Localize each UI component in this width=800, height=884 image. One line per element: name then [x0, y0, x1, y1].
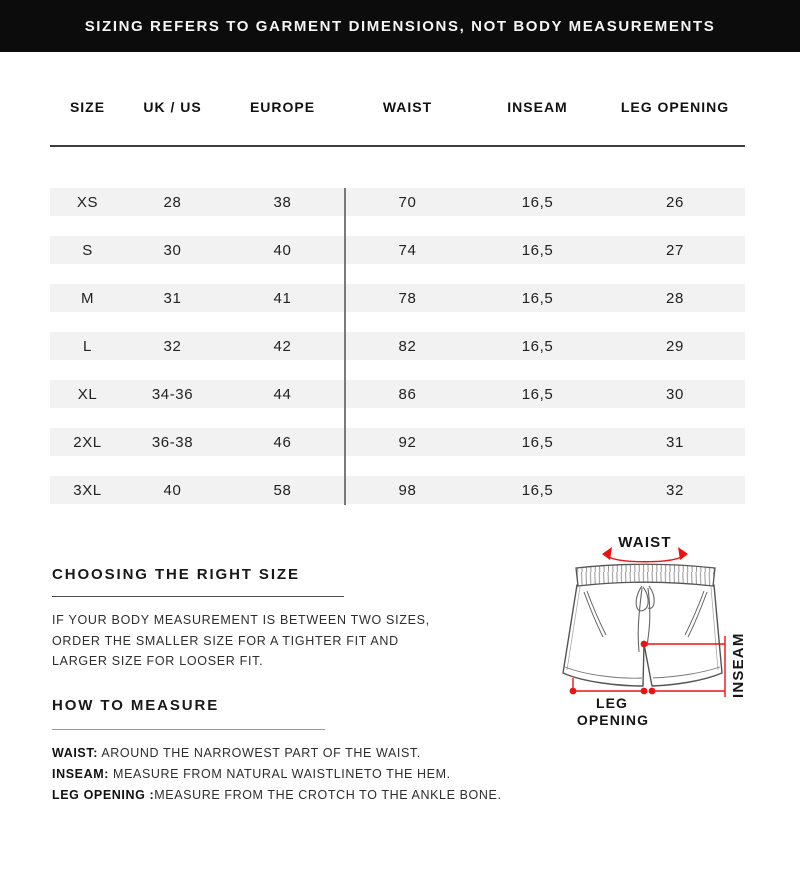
col-header-size: SIZE — [69, 99, 106, 115]
table-cell: 16,5 — [521, 433, 554, 451]
paragraph-line: LARGER SIZE FOR LOOSER FIT. — [52, 654, 264, 668]
table-row — [50, 428, 745, 456]
table-cell: 28 — [666, 289, 684, 307]
table-cell: 31 — [163, 289, 182, 307]
info-column — [52, 565, 522, 806]
table-row — [50, 380, 745, 408]
table-cell: 40 — [163, 481, 182, 499]
shorts-diagram-svg — [540, 518, 800, 753]
choosing-size-title: CHOOSING THE RIGHT SIZE — [52, 566, 300, 583]
table-row — [50, 332, 745, 360]
table-cell: 29 — [666, 337, 684, 355]
how-to-measure-list — [52, 743, 522, 806]
col-header-europe: EUROPE — [249, 99, 316, 115]
table-cell: 70 — [398, 193, 417, 211]
table-cell: 16,5 — [521, 193, 554, 211]
table-cell: 16,5 — [521, 289, 554, 307]
col-header-uk-us: UK / US — [143, 99, 202, 115]
measure-text: MEASURE FROM NATURAL WAISTLINETO THE HEM. — [108, 766, 451, 781]
table-cell: 30 — [666, 385, 684, 403]
measure-text: MEASURE FROM THE CROTCH TO THE ANKLE BONE. — [154, 787, 502, 802]
table-cell: 2XL — [73, 433, 102, 451]
table-cell: 41 — [273, 289, 292, 307]
measure-item-inseam — [52, 764, 522, 785]
table-cell: 28 — [163, 193, 182, 211]
table-cell: S — [82, 241, 93, 259]
table-cell: 78 — [398, 289, 417, 307]
leg-opening-label-line1: LEG — [595, 695, 629, 711]
table-row — [50, 236, 745, 264]
paragraph-line: ORDER THE SMALLER SIZE FOR A TIGHTER FIT AND — [52, 633, 399, 648]
measure-label: LEG OPENING : — [52, 787, 155, 802]
table-cell: 58 — [273, 481, 292, 499]
table-cell: 92 — [398, 433, 417, 451]
table-cell: 32 — [666, 481, 684, 499]
leg-opening-label-line2: OPENING — [576, 712, 650, 728]
table-cell: 74 — [398, 241, 417, 259]
table-cell: 34-36 — [151, 385, 194, 403]
table-cell: 16,5 — [521, 241, 554, 259]
table-cell: 82 — [398, 337, 417, 355]
table-cell: 26 — [666, 193, 684, 211]
table-header-rule — [50, 145, 745, 147]
table-cell: 36-38 — [151, 433, 194, 451]
shorts-measurement-diagram — [540, 518, 800, 753]
table-cell: L — [83, 337, 92, 355]
table-cell: 44 — [273, 385, 292, 403]
table-cell: 30 — [163, 241, 182, 259]
col-header-inseam: INSEAM — [507, 99, 568, 115]
choosing-size-rule — [52, 596, 344, 597]
table-cell: 16,5 — [521, 481, 554, 499]
paragraph-line: IF YOUR BODY MEASUREMENT IS BETWEEN TWO SIZES, — [52, 613, 430, 627]
table-header-row — [50, 95, 745, 119]
choosing-size-paragraph — [52, 610, 522, 672]
col-header-waist: WAIST — [382, 99, 433, 115]
table-cell: 16,5 — [521, 385, 554, 403]
table-cell: 46 — [273, 433, 292, 451]
size-table — [50, 95, 745, 524]
how-to-measure-rule — [52, 729, 325, 730]
table-cell: 42 — [273, 337, 292, 355]
waist-label: WAIST — [618, 534, 672, 551]
table-cell: XS — [76, 193, 99, 211]
inseam-label: INSEAM — [730, 632, 747, 698]
column-divider — [344, 188, 346, 505]
how-to-measure-title: HOW TO MEASURE — [52, 696, 220, 714]
col-header-leg-opening: LEG OPENING — [620, 99, 730, 115]
table-cell: 38 — [273, 193, 292, 211]
measure-item-waist — [52, 743, 522, 764]
banner — [0, 0, 800, 52]
table-cell: XL — [77, 385, 98, 403]
measure-label: WAIST: — [52, 745, 98, 760]
table-cell: 16,5 — [521, 337, 554, 355]
table-row — [50, 476, 745, 504]
banner-text: SIZING REFERS TO GARMENT DIMENSIONS, NOT BODY MEASUREMENTS — [84, 17, 716, 35]
table-cell: 32 — [163, 337, 182, 355]
table-cell: 31 — [666, 433, 684, 451]
table-cell: M — [80, 289, 95, 307]
table-cell: 3XL — [73, 481, 102, 499]
shorts-illustration — [563, 562, 722, 686]
table-cell: 40 — [273, 241, 292, 259]
measure-label: INSEAM: — [52, 766, 109, 781]
table-row — [50, 188, 745, 216]
table-row — [50, 284, 745, 312]
measure-text: AROUND THE NARROWEST PART OF THE WAIST. — [97, 745, 421, 760]
measure-item-leg-opening — [52, 785, 522, 806]
table-cell: 86 — [398, 385, 417, 403]
table-cell: 98 — [398, 481, 417, 499]
table-body — [50, 188, 745, 504]
table-cell: 27 — [666, 241, 684, 259]
